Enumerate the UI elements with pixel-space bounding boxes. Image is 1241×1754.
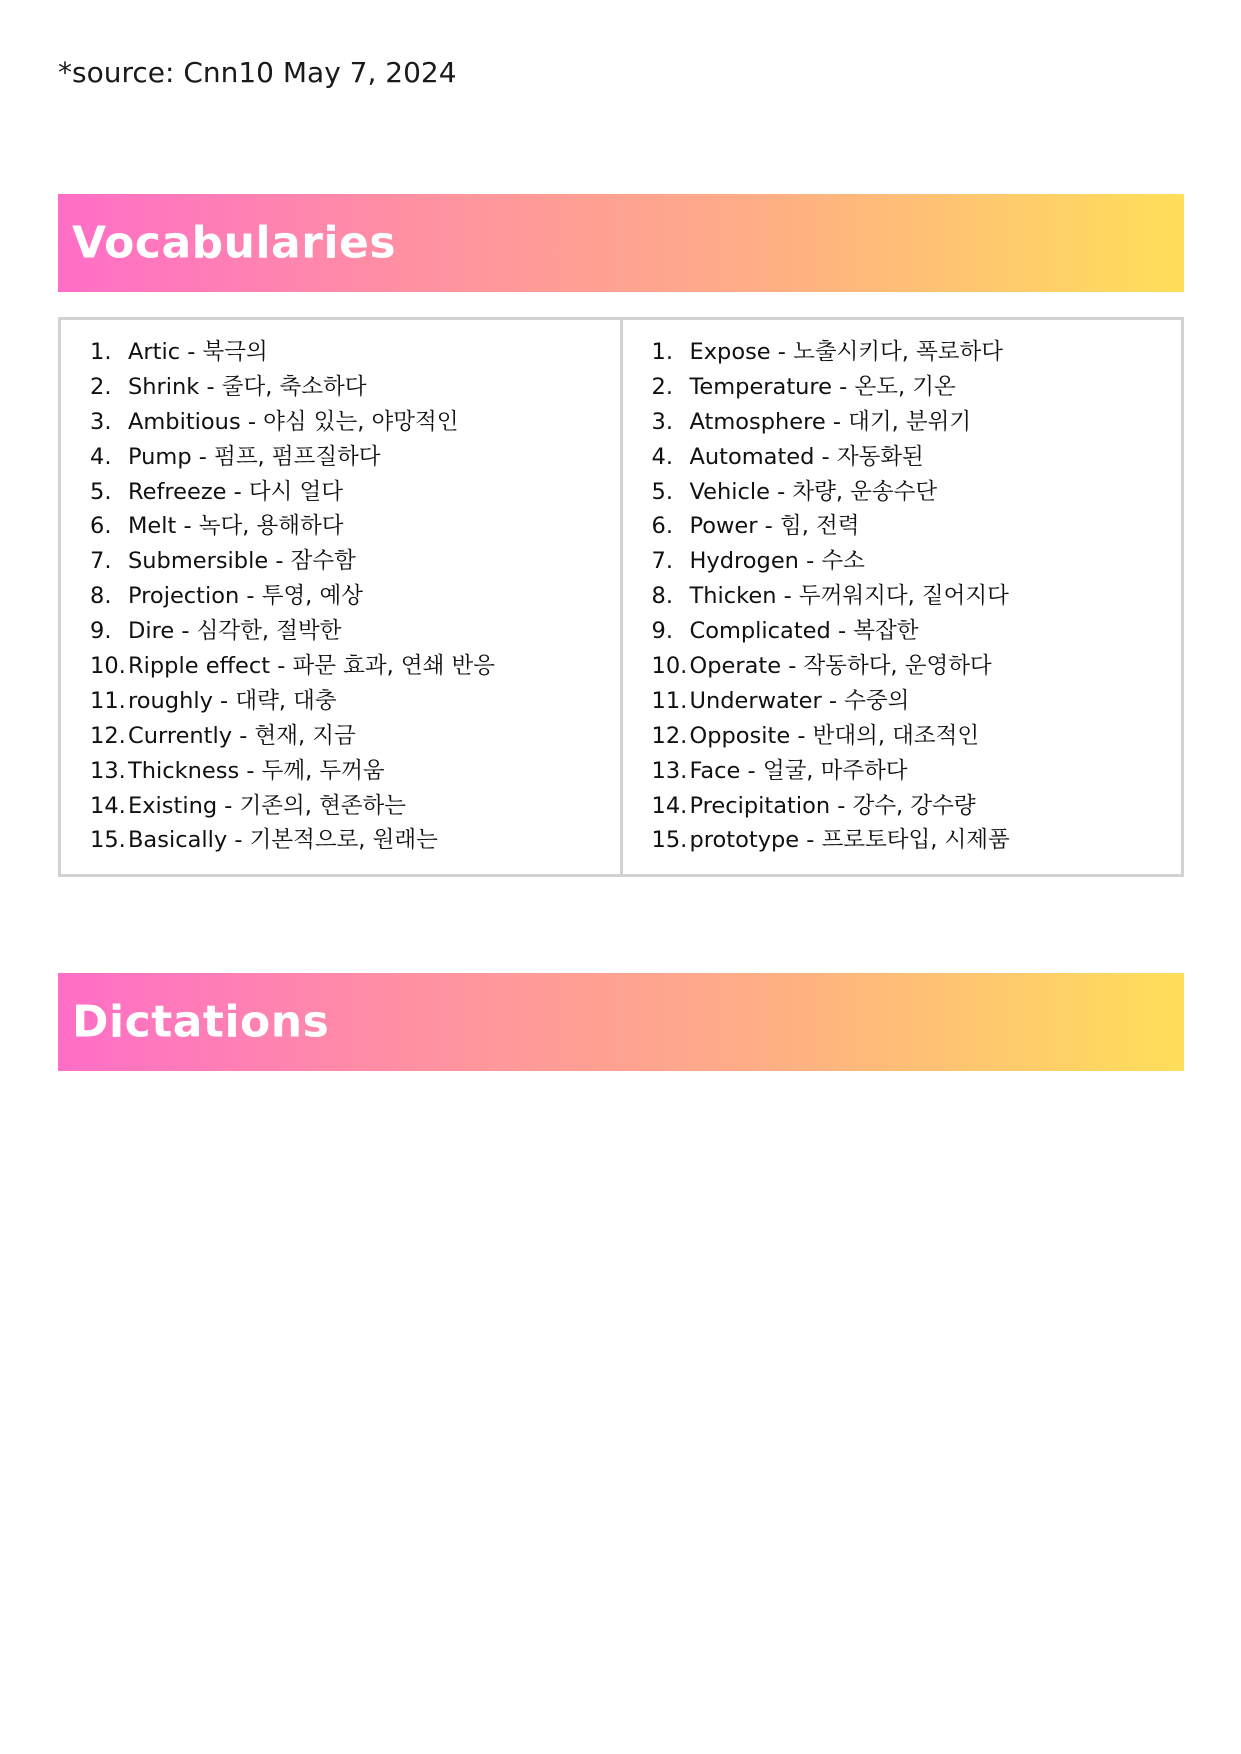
item-number: 15. [651,827,688,854]
item-number: 1. [651,339,673,365]
vocabulary-item [652,788,1182,823]
item-number: 12. [90,722,126,749]
vocabulary-meaning: 투영, 예상 [261,583,363,610]
item-number: 10. [90,653,126,680]
vocabulary-meaning: 온도, 기온 [854,373,956,400]
vocabulary-word: Vehicle [689,478,770,505]
vocabulary-word: Basically [128,827,228,854]
vocabulary-list-right [652,334,1182,857]
vocabularies-heading: Vocabularies [72,217,397,269]
vocabulary-meaning: 현재, 지금 [254,722,356,749]
item-number: 12. [651,722,688,749]
vocabulary-item [90,613,620,648]
vocabulary-column-left [61,320,620,874]
vocabulary-item [90,718,620,753]
vocabulary-meaning: 프로토타입, 시제품 [821,827,1010,854]
separator-dash: - [240,408,264,435]
separator-dash: - [239,583,262,610]
separator-dash: - [770,339,794,365]
separator-dash: - [740,757,763,784]
item-number: 11. [651,687,688,714]
separator-dash: - [212,687,236,714]
vocabulary-word: Pump [128,443,192,470]
vocabulary-item [652,508,1182,543]
vocabulary-word: Dire [128,618,175,645]
vocabulary-meaning: 두꺼워지다, 짙어지다 [798,583,1009,610]
separator-dash: - [799,827,822,854]
vocabulary-meaning: 펌프, 펌프질하다 [214,443,381,470]
vocabulary-meaning: 녹다, 용해하다 [198,513,344,540]
separator-dash: - [239,757,262,784]
vocabulary-item [90,648,620,683]
separator-dash: - [830,618,854,645]
item-number: 9. [651,618,673,645]
vocabulary-item [652,543,1182,578]
item-number: 11. [90,687,126,714]
item-number: 7. [651,548,673,575]
vocabulary-meaning: 북극의 [202,339,268,365]
item-number: 3. [651,408,673,435]
vocabulary-item [652,334,1182,369]
vocabulary-meaning: 차량, 운송수단 [792,478,938,505]
vocabulary-meaning: 다시 얼다 [248,478,344,505]
vocabulary-word: Submersible [128,548,269,575]
vocabulary-word: Expose [689,339,771,365]
item-number: 8. [90,583,112,610]
vocabulary-meaning: 얼굴, 마주하다 [762,757,908,784]
vocabulary-meaning: 자동화된 [836,443,924,470]
item-number: 4. [651,443,673,470]
vocabulary-meaning: 두께, 두꺼움 [261,757,385,784]
item-number: 9. [90,618,112,645]
separator-dash: - [191,443,215,470]
vocabulary-word: Power [689,513,758,540]
vocabulary-word: Precipitation [689,792,831,819]
vocabulary-word: Existing [128,792,218,819]
vocabulary-word: Face [689,757,741,784]
vocabulary-meaning: 대략, 대충 [235,687,337,714]
vocabulary-meaning: 강수, 강수량 [852,792,976,819]
vocabulary-word: prototype [689,827,800,854]
vocabulary-item [90,404,620,439]
vocabulary-word: Thicken [689,583,777,610]
vocabulary-meaning: 수소 [821,548,865,575]
vocabularies-banner [58,194,1184,292]
separator-dash: - [176,513,199,540]
vocabulary-word: Temperature [689,373,833,400]
vocabulary-meaning: 기존의, 현존하는 [239,792,407,819]
item-number: 2. [651,373,673,400]
separator-dash: - [174,618,197,645]
vocabulary-item [652,753,1182,788]
vocabulary-item [652,369,1182,404]
vocabulary-item [90,543,620,578]
vocabulary-item [90,369,620,404]
item-number: 7. [90,548,112,575]
vocabulary-item [652,474,1182,509]
vocabulary-item [90,474,620,509]
separator-dash: - [825,408,849,435]
item-number: 13. [90,757,126,784]
vocabulary-item [90,334,620,369]
separator-dash: - [776,583,799,610]
vocabulary-list-left [90,334,620,857]
item-number: 14. [651,792,688,819]
separator-dash: - [814,443,837,470]
item-number: 1. [90,339,112,365]
item-number: 3. [90,408,112,435]
separator-dash: - [199,373,222,400]
vocabulary-meaning: 반대의, 대조적인 [812,722,980,749]
vocabulary-item [90,683,620,718]
separator-dash: - [781,653,804,680]
item-number: 6. [90,513,112,540]
vocabulary-item [652,718,1182,753]
vocabulary-word: Thickness [128,757,240,784]
vocabulary-meaning: 대기, 분위기 [848,408,972,435]
separator-dash: - [821,687,845,714]
vocabulary-meaning: 수중의 [844,687,910,714]
vocabulary-item [652,439,1182,474]
vocabulary-meaning: 작동하다, 운영하다 [803,653,992,680]
vocabulary-item [652,648,1182,683]
item-number: 2. [90,373,112,400]
vocabulary-item [90,439,620,474]
vocabulary-meaning: 야심 있는, 야망적인 [263,408,459,435]
dictations-banner [58,973,1184,1071]
vocabulary-meaning: 줄다, 축소하다 [221,373,367,400]
vocabulary-item [90,788,620,823]
vocabulary-meaning: 힘, 전력 [779,513,860,540]
vocabulary-column-right [620,320,1182,874]
item-number: 14. [90,792,126,819]
vocabulary-item [90,508,620,543]
item-number: 10. [651,653,688,680]
item-number: 5. [90,478,112,505]
vocabulary-meaning: 심각한, 절박한 [196,618,342,645]
separator-dash: - [227,827,250,854]
separator-dash: - [798,548,822,575]
separator-dash: - [790,722,813,749]
vocabulary-item [652,404,1182,439]
vocabulary-item [90,822,620,857]
vocabulary-word: Currently [128,722,233,749]
vocabulary-word: roughly [128,687,213,714]
vocabulary-item [652,613,1182,648]
item-number: 15. [90,827,126,854]
vocabulary-word: Ripple effect [128,653,271,680]
item-number: 8. [651,583,673,610]
separator-dash: - [832,373,855,400]
separator-dash: - [232,722,255,749]
item-number: 4. [90,443,112,470]
vocabulary-meaning: 기본적으로, 원래는 [249,827,438,854]
separator-dash: - [757,513,780,540]
vocabulary-word: Operate [689,653,782,680]
vocabulary-word: Melt [128,513,177,540]
vocabulary-item [652,683,1182,718]
vocabulary-word: Complicated [689,618,831,645]
vocabulary-item [90,578,620,613]
separator-dash: - [830,792,853,819]
source-citation: *source: Cnn10 May 7, 2024 [58,56,457,89]
vocabulary-word: Underwater [689,687,822,714]
vocabulary-word: Artic [128,339,181,365]
vocabulary-item [90,753,620,788]
vocabulary-word: Automated [689,443,815,470]
vocabulary-meaning: 노출시키다, 폭로하다 [793,339,1004,365]
item-number: 13. [651,757,688,784]
vocabulary-meaning: 복잡한 [853,618,919,645]
separator-dash: - [217,792,240,819]
separator-dash: - [270,653,293,680]
vocabulary-item [652,578,1182,613]
vocabulary-word: Hydrogen [689,548,799,575]
separator-dash: - [268,548,291,575]
vocabulary-meaning: 파문 효과, 연쇄 반응 [292,653,496,680]
vocabulary-word: Atmosphere [689,408,826,435]
vocabulary-table [58,317,1184,877]
vocabulary-meaning: 잠수함 [290,548,356,575]
vocabulary-word: Opposite [689,722,791,749]
vocabulary-item [652,822,1182,857]
item-number: 6. [651,513,673,540]
vocabulary-word: Ambitious [128,408,241,435]
vocabulary-word: Projection [128,583,240,610]
separator-dash: - [180,339,203,365]
vocabulary-word: Shrink [128,373,200,400]
item-number: 5. [651,478,673,505]
separator-dash: - [769,478,793,505]
vocabulary-word: Refreeze [128,478,227,505]
separator-dash: - [226,478,249,505]
dictations-heading: Dictations [72,996,330,1048]
